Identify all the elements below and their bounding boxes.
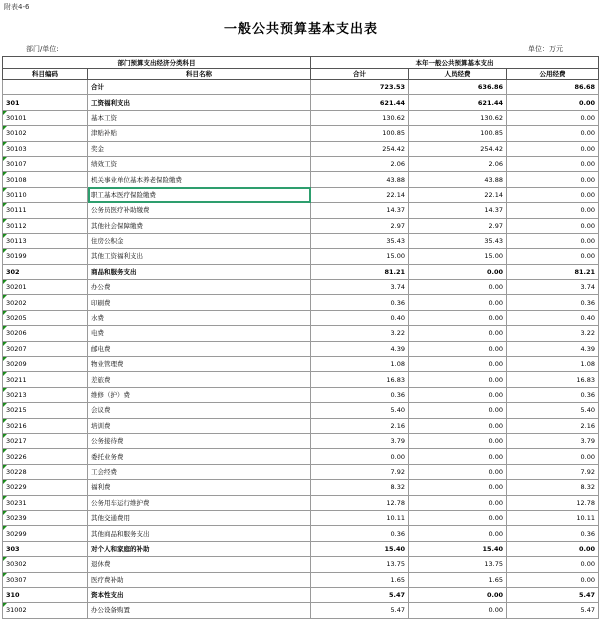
public-cell[interactable]: 0.00: [507, 572, 599, 587]
personnel-cell[interactable]: 0.00: [409, 480, 507, 495]
personnel-cell[interactable]: 0.00: [409, 418, 507, 433]
table-row: [3, 526, 599, 541]
code-cell[interactable]: 30239: [3, 510, 88, 525]
total-code-cell[interactable]: [3, 80, 88, 95]
total-cell[interactable]: 35.43: [311, 233, 409, 248]
code-cell[interactable]: 310: [3, 587, 88, 602]
public-cell[interactable]: 0.36: [507, 526, 599, 541]
personnel-cell[interactable]: 0.00: [409, 295, 507, 310]
personnel-cell[interactable]: 0.00: [409, 464, 507, 479]
name-cell[interactable]: 会议费: [88, 403, 311, 418]
public-cell[interactable]: 0.00: [507, 203, 599, 218]
table-row: [3, 341, 599, 356]
name-cell[interactable]: 绩效工资: [88, 156, 311, 171]
code-cell[interactable]: 30110: [3, 187, 88, 202]
total-cell[interactable]: 5.47: [311, 603, 409, 618]
table-row: [3, 141, 599, 156]
code-cell[interactable]: 30206: [3, 326, 88, 341]
table-row: [3, 203, 599, 218]
code-cell[interactable]: 30202: [3, 295, 88, 310]
table-row: [3, 357, 599, 372]
header-total[interactable]: 合计: [311, 69, 409, 80]
public-cell[interactable]: 16.83: [507, 372, 599, 387]
name-cell[interactable]: 机关事业单位基本养老保险缴费: [88, 172, 311, 187]
code-cell[interactable]: 30112: [3, 218, 88, 233]
public-cell[interactable]: 0.00: [507, 233, 599, 248]
public-cell[interactable]: 0.00: [507, 172, 599, 187]
code-cell[interactable]: 30302: [3, 557, 88, 572]
code-cell[interactable]: 30299: [3, 526, 88, 541]
code-cell[interactable]: 30216: [3, 418, 88, 433]
department-label: 部门/单位:: [26, 45, 59, 53]
name-cell[interactable]: 工会经费: [88, 464, 311, 479]
personnel-cell[interactable]: 35.43: [409, 233, 507, 248]
public-cell[interactable]: 0.00: [507, 126, 599, 141]
name-cell[interactable]: 电费: [88, 326, 311, 341]
public-cell[interactable]: 0.00: [507, 218, 599, 233]
attachment-label: 附表4-6: [4, 3, 30, 11]
code-cell[interactable]: 30103: [3, 141, 88, 156]
table-row: [3, 418, 599, 433]
total-cell[interactable]: 254.42: [311, 141, 409, 156]
name-cell[interactable]: 公务员医疗补助缴费: [88, 203, 311, 218]
total-cell[interactable]: 5.40: [311, 403, 409, 418]
name-cell[interactable]: 公务用车运行维护费: [88, 495, 311, 510]
total-cell[interactable]: 2.97: [311, 218, 409, 233]
total-name-cell[interactable]: 合计: [88, 80, 311, 95]
public-cell[interactable]: 81.21: [507, 264, 599, 279]
total-cell[interactable]: 1.65: [311, 572, 409, 587]
total-cell[interactable]: 0.00: [311, 449, 409, 464]
total-cell[interactable]: 0.36: [311, 295, 409, 310]
public-cell[interactable]: 0.36: [507, 295, 599, 310]
total-cell[interactable]: 0.36: [311, 387, 409, 402]
personnel-cell[interactable]: 2.06: [409, 156, 507, 171]
name-cell[interactable]: 差旅费: [88, 372, 311, 387]
personnel-cell[interactable]: 0.00: [409, 341, 507, 356]
code-cell[interactable]: 30226: [3, 449, 88, 464]
name-cell[interactable]: 福利费: [88, 480, 311, 495]
table-row: [3, 449, 599, 464]
table-row: [3, 295, 599, 310]
total-cell[interactable]: 10.11: [311, 510, 409, 525]
table-row: [3, 264, 599, 279]
personnel-cell[interactable]: 43.88: [409, 172, 507, 187]
total-cell[interactable]: 3.22: [311, 326, 409, 341]
table-row: [3, 218, 599, 233]
table-row: [3, 310, 599, 325]
total-cell[interactable]: 130.62: [311, 110, 409, 125]
personnel-cell[interactable]: 0.00: [409, 387, 507, 402]
personnel-cell[interactable]: 0.00: [409, 526, 507, 541]
total-cell[interactable]: 0.36: [311, 526, 409, 541]
code-cell[interactable]: 30111: [3, 203, 88, 218]
table-row: [3, 480, 599, 495]
public-cell[interactable]: 0.00: [507, 95, 599, 110]
name-cell[interactable]: 其他工资福利支出: [88, 249, 311, 264]
total-cell[interactable]: 7.92: [311, 464, 409, 479]
name-cell[interactable]: 工资福利支出: [88, 95, 311, 110]
public-cell[interactable]: 0.00: [507, 449, 599, 464]
personnel-cell[interactable]: 130.62: [409, 110, 507, 125]
name-cell[interactable]: 邮电费: [88, 341, 311, 356]
public-cell[interactable]: 7.92: [507, 464, 599, 479]
table-row: [3, 603, 599, 618]
name-cell[interactable]: 对个人和家庭的补助: [88, 541, 311, 556]
code-cell[interactable]: 30211: [3, 372, 88, 387]
personnel-cell[interactable]: 14.37: [409, 203, 507, 218]
table-row: [3, 233, 599, 248]
public-cell[interactable]: 0.00: [507, 141, 599, 156]
table-row: [3, 433, 599, 448]
total-cell[interactable]: 15.40: [311, 541, 409, 556]
name-cell[interactable]: 物业管理费: [88, 357, 311, 372]
name-cell[interactable]: 津贴补贴: [88, 126, 311, 141]
name-cell[interactable]: 水费: [88, 310, 311, 325]
total-cell[interactable]: 43.88: [311, 172, 409, 187]
code-cell[interactable]: 30101: [3, 110, 88, 125]
code-cell[interactable]: 30107: [3, 156, 88, 171]
code-cell[interactable]: 30307: [3, 572, 88, 587]
name-cell[interactable]: 公务接待费: [88, 433, 311, 448]
personnel-cell[interactable]: 2.97: [409, 218, 507, 233]
table-row: [3, 510, 599, 525]
header-public[interactable]: 公用经费: [507, 69, 599, 80]
total-personnel-cell[interactable]: 636.86: [409, 80, 507, 95]
name-cell[interactable]: 其他交通费用: [88, 510, 311, 525]
header-personnel[interactable]: 人员经费: [409, 69, 507, 80]
personnel-cell[interactable]: 0.00: [409, 372, 507, 387]
table-row: [3, 187, 599, 202]
total-cell[interactable]: 3.74: [311, 280, 409, 295]
public-cell[interactable]: 0.00: [507, 541, 599, 556]
public-cell[interactable]: 0.00: [507, 557, 599, 572]
table-row: [3, 372, 599, 387]
total-total-cell[interactable]: 723.53: [311, 80, 409, 95]
name-cell[interactable]: 资本性支出: [88, 587, 311, 602]
table-row: [3, 541, 599, 556]
name-cell[interactable]: 办公设备购置: [88, 603, 311, 618]
public-cell[interactable]: 3.74: [507, 280, 599, 295]
total-cell[interactable]: 5.47: [311, 587, 409, 602]
code-cell[interactable]: 30205: [3, 310, 88, 325]
total-cell[interactable]: 0.40: [311, 310, 409, 325]
public-cell[interactable]: 10.11: [507, 510, 599, 525]
table-row: [3, 464, 599, 479]
table-row: [3, 280, 599, 295]
code-cell[interactable]: 301: [3, 95, 88, 110]
public-cell[interactable]: 0.00: [507, 110, 599, 125]
code-cell[interactable]: 30207: [3, 341, 88, 356]
total-cell[interactable]: 12.78: [311, 495, 409, 510]
name-cell[interactable]: 其他商品和服务支出: [88, 526, 311, 541]
personnel-cell[interactable]: 100.85: [409, 126, 507, 141]
total-cell[interactable]: 8.32: [311, 480, 409, 495]
table-row: [3, 326, 599, 341]
total-cell[interactable]: 621.44: [311, 95, 409, 110]
personnel-cell[interactable]: 0.00: [409, 510, 507, 525]
total-cell[interactable]: 15.00: [311, 249, 409, 264]
personnel-cell[interactable]: 13.75: [409, 557, 507, 572]
unit-label: 单位：万元: [528, 45, 563, 53]
table-row: [3, 156, 599, 171]
code-cell[interactable]: 31002: [3, 603, 88, 618]
personnel-cell[interactable]: 254.42: [409, 141, 507, 156]
total-cell[interactable]: 13.75: [311, 557, 409, 572]
total-row: [3, 80, 599, 95]
total-cell[interactable]: 100.85: [311, 126, 409, 141]
personnel-cell[interactable]: 0.00: [409, 264, 507, 279]
public-cell[interactable]: 8.32: [507, 480, 599, 495]
name-cell[interactable]: 维修（护）费: [88, 387, 311, 402]
total-cell[interactable]: 3.79: [311, 433, 409, 448]
code-cell[interactable]: 30215: [3, 403, 88, 418]
personnel-cell[interactable]: 15.00: [409, 249, 507, 264]
total-cell[interactable]: 1.08: [311, 357, 409, 372]
code-cell[interactable]: 30213: [3, 387, 88, 402]
code-cell[interactable]: 30108: [3, 172, 88, 187]
code-cell[interactable]: 303: [3, 541, 88, 556]
personnel-cell[interactable]: 0.00: [409, 326, 507, 341]
table-row: [3, 557, 599, 572]
header-group-right[interactable]: 本年一般公共预算基本支出: [311, 57, 599, 69]
name-cell[interactable]: 奖金: [88, 141, 311, 156]
header-group-row: [3, 57, 599, 69]
table-row: [3, 126, 599, 141]
code-cell[interactable]: 30201: [3, 280, 88, 295]
table-row: [3, 95, 599, 110]
public-cell[interactable]: 3.22: [507, 326, 599, 341]
header-column-row: [3, 69, 599, 80]
name-cell[interactable]: 其他社会保障缴费: [88, 218, 311, 233]
personnel-cell[interactable]: 621.44: [409, 95, 507, 110]
personnel-cell[interactable]: 0.00: [409, 280, 507, 295]
personnel-cell[interactable]: 0.00: [409, 403, 507, 418]
code-cell[interactable]: 30228: [3, 464, 88, 479]
table-row: [3, 403, 599, 418]
code-cell[interactable]: 30209: [3, 357, 88, 372]
total-cell[interactable]: 2.16: [311, 418, 409, 433]
public-cell[interactable]: 5.47: [507, 587, 599, 602]
personnel-cell[interactable]: 0.00: [409, 603, 507, 618]
table-row: [3, 587, 599, 602]
name-cell[interactable]: 职工基本医疗保险缴费: [88, 187, 311, 202]
total-cell[interactable]: 4.39: [311, 341, 409, 356]
table-row: [3, 495, 599, 510]
code-cell[interactable]: 30113: [3, 233, 88, 248]
name-cell[interactable]: 办公费: [88, 280, 311, 295]
name-cell[interactable]: 印刷费: [88, 295, 311, 310]
total-cell[interactable]: 81.21: [311, 264, 409, 279]
code-cell[interactable]: 30217: [3, 433, 88, 448]
code-cell[interactable]: 30199: [3, 249, 88, 264]
personnel-cell[interactable]: 0.00: [409, 433, 507, 448]
public-cell[interactable]: 12.78: [507, 495, 599, 510]
personnel-cell[interactable]: 0.00: [409, 587, 507, 602]
name-cell[interactable]: 住房公积金: [88, 233, 311, 248]
code-cell[interactable]: 30229: [3, 480, 88, 495]
public-cell[interactable]: 0.36: [507, 387, 599, 402]
public-cell[interactable]: 0.00: [507, 156, 599, 171]
table-row: [3, 387, 599, 402]
total-public-cell[interactable]: 86.68: [507, 80, 599, 95]
public-cell[interactable]: 1.08: [507, 357, 599, 372]
name-cell[interactable]: 基本工资: [88, 110, 311, 125]
budget-table: [2, 56, 599, 619]
code-cell[interactable]: 30102: [3, 126, 88, 141]
total-cell[interactable]: 16.83: [311, 372, 409, 387]
personnel-cell[interactable]: 15.40: [409, 541, 507, 556]
public-cell[interactable]: 0.00: [507, 187, 599, 202]
public-cell[interactable]: 0.40: [507, 310, 599, 325]
public-cell[interactable]: 5.47: [507, 603, 599, 618]
personnel-cell[interactable]: 0.00: [409, 357, 507, 372]
personnel-cell[interactable]: 1.65: [409, 572, 507, 587]
page-title: 一般公共预算基本支出表: [223, 22, 378, 37]
code-cell[interactable]: 30231: [3, 495, 88, 510]
public-cell[interactable]: 2.16: [507, 418, 599, 433]
public-cell[interactable]: 3.79: [507, 433, 599, 448]
table-row: [3, 110, 599, 125]
name-cell[interactable]: 培训费: [88, 418, 311, 433]
personnel-cell[interactable]: 0.00: [409, 495, 507, 510]
public-cell[interactable]: 0.00: [507, 249, 599, 264]
personnel-cell[interactable]: 0.00: [409, 310, 507, 325]
total-cell[interactable]: 2.06: [311, 156, 409, 171]
personnel-cell[interactable]: 22.14: [409, 187, 507, 202]
name-cell[interactable]: 医疗费补助: [88, 572, 311, 587]
total-cell[interactable]: 22.14: [311, 187, 409, 202]
name-cell[interactable]: 退休费: [88, 557, 311, 572]
public-cell[interactable]: 4.39: [507, 341, 599, 356]
table-row: [3, 572, 599, 587]
total-cell[interactable]: 14.37: [311, 203, 409, 218]
header-name[interactable]: 科目名称: [88, 69, 311, 80]
table-row: [3, 172, 599, 187]
name-cell[interactable]: 商品和服务支出: [88, 264, 311, 279]
code-cell[interactable]: 302: [3, 264, 88, 279]
name-cell[interactable]: 委托业务费: [88, 449, 311, 464]
personnel-cell[interactable]: 0.00: [409, 449, 507, 464]
table-row: [3, 249, 599, 264]
public-cell[interactable]: 5.40: [507, 403, 599, 418]
header-group-left[interactable]: 部门预算支出经济分类科目: [3, 57, 311, 69]
header-code[interactable]: 科目编码: [3, 69, 88, 80]
